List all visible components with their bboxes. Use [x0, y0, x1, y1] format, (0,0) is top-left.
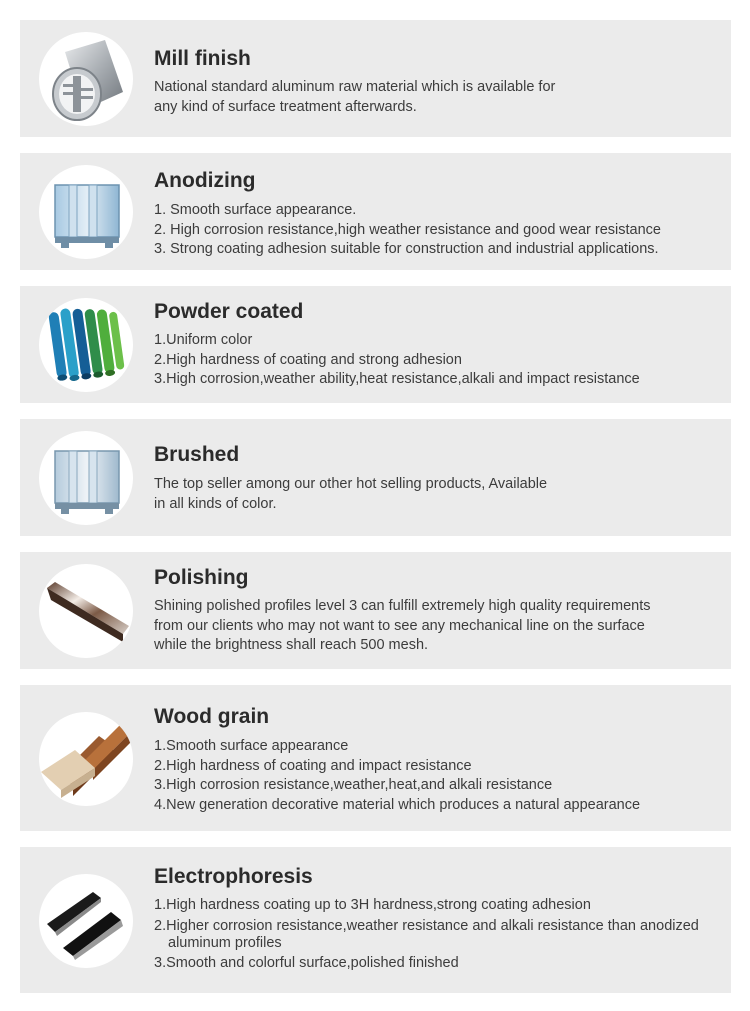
description-line: 1.Smooth surface appearance [154, 738, 349, 754]
section-description [154, 201, 661, 260]
brushed-profile-icon [39, 431, 133, 525]
section-wood-grain [20, 685, 731, 831]
description-line: 2.High hardness of coating and strong adhesion [154, 351, 462, 368]
description-line: 4.New generation decorative material which produces a natural appearance [154, 796, 641, 813]
description-line: 1.High hardness coating up to 3H hardness,strong coating adhesion [154, 897, 591, 913]
polished-profile-icon [39, 564, 133, 658]
section-title: Brushed [154, 443, 240, 466]
section-title: Polishing [154, 566, 249, 589]
section-brushed [20, 419, 731, 536]
aluminum-extrusion-icon [39, 32, 133, 126]
section-title: Wood grain [154, 705, 270, 728]
section-anodizing [20, 153, 731, 270]
electrophoresis-profile-icon [39, 874, 133, 968]
section-powder-coated [20, 286, 731, 403]
section-description [154, 78, 555, 117]
section-description [154, 331, 640, 390]
description-line: while the brightness shall reach 500 mesh. [154, 637, 429, 653]
description-line: The top seller among our other hot selling products, Available [154, 476, 548, 492]
section-description [154, 475, 547, 514]
description-line: from our clients who may not want to see any mechanical line on the surface [154, 617, 645, 634]
section-polishing [20, 552, 731, 669]
description-line: 2.Higher corrosion resistance,weather resistance and alkali resistance than anodized aluminum profiles [154, 917, 699, 951]
section-title: Powder coated [154, 300, 304, 323]
description-line: any kind of surface treatment afterwards. [154, 98, 417, 115]
description-line: 2.High hardness of coating and impact resistance [154, 757, 472, 774]
description-line: 1.Uniform color [154, 332, 253, 348]
section-title: Mill finish [154, 47, 251, 70]
anodized-profile-icon [39, 165, 133, 259]
description-line: 1. Smooth surface appearance. [154, 202, 357, 218]
section-title: Electrophoresis [154, 865, 313, 888]
wood-grain-profile-icon [39, 712, 133, 806]
description-line: 3.Smooth and colorful surface,polished finished [154, 954, 459, 971]
section-electrophoresis [20, 847, 731, 993]
powder-coated-tubes-icon [39, 298, 133, 392]
description-line: in all kinds of color. [154, 495, 277, 512]
description-line: National standard aluminum raw material which is available for [154, 79, 556, 95]
description-line: 3.High corrosion,weather ability,heat resistance,alkali and impact resistance [154, 371, 640, 387]
description-line: Shining polished profiles level 3 can fulfill extremely high quality requirements [154, 598, 651, 614]
description-line: 3. Strong coating adhesion suitable for construction and industrial applications. [154, 241, 659, 257]
section-mill-finish [20, 20, 731, 137]
description-line: 2. High corrosion resistance,high weather resistance and good wear resistance [154, 221, 661, 238]
section-description [154, 737, 640, 815]
section-description [154, 597, 650, 656]
description-line: 3.High corrosion resistance,weather,heat,and alkali resistance [154, 777, 553, 793]
section-description [154, 896, 713, 973]
section-title: Anodizing [154, 169, 256, 192]
